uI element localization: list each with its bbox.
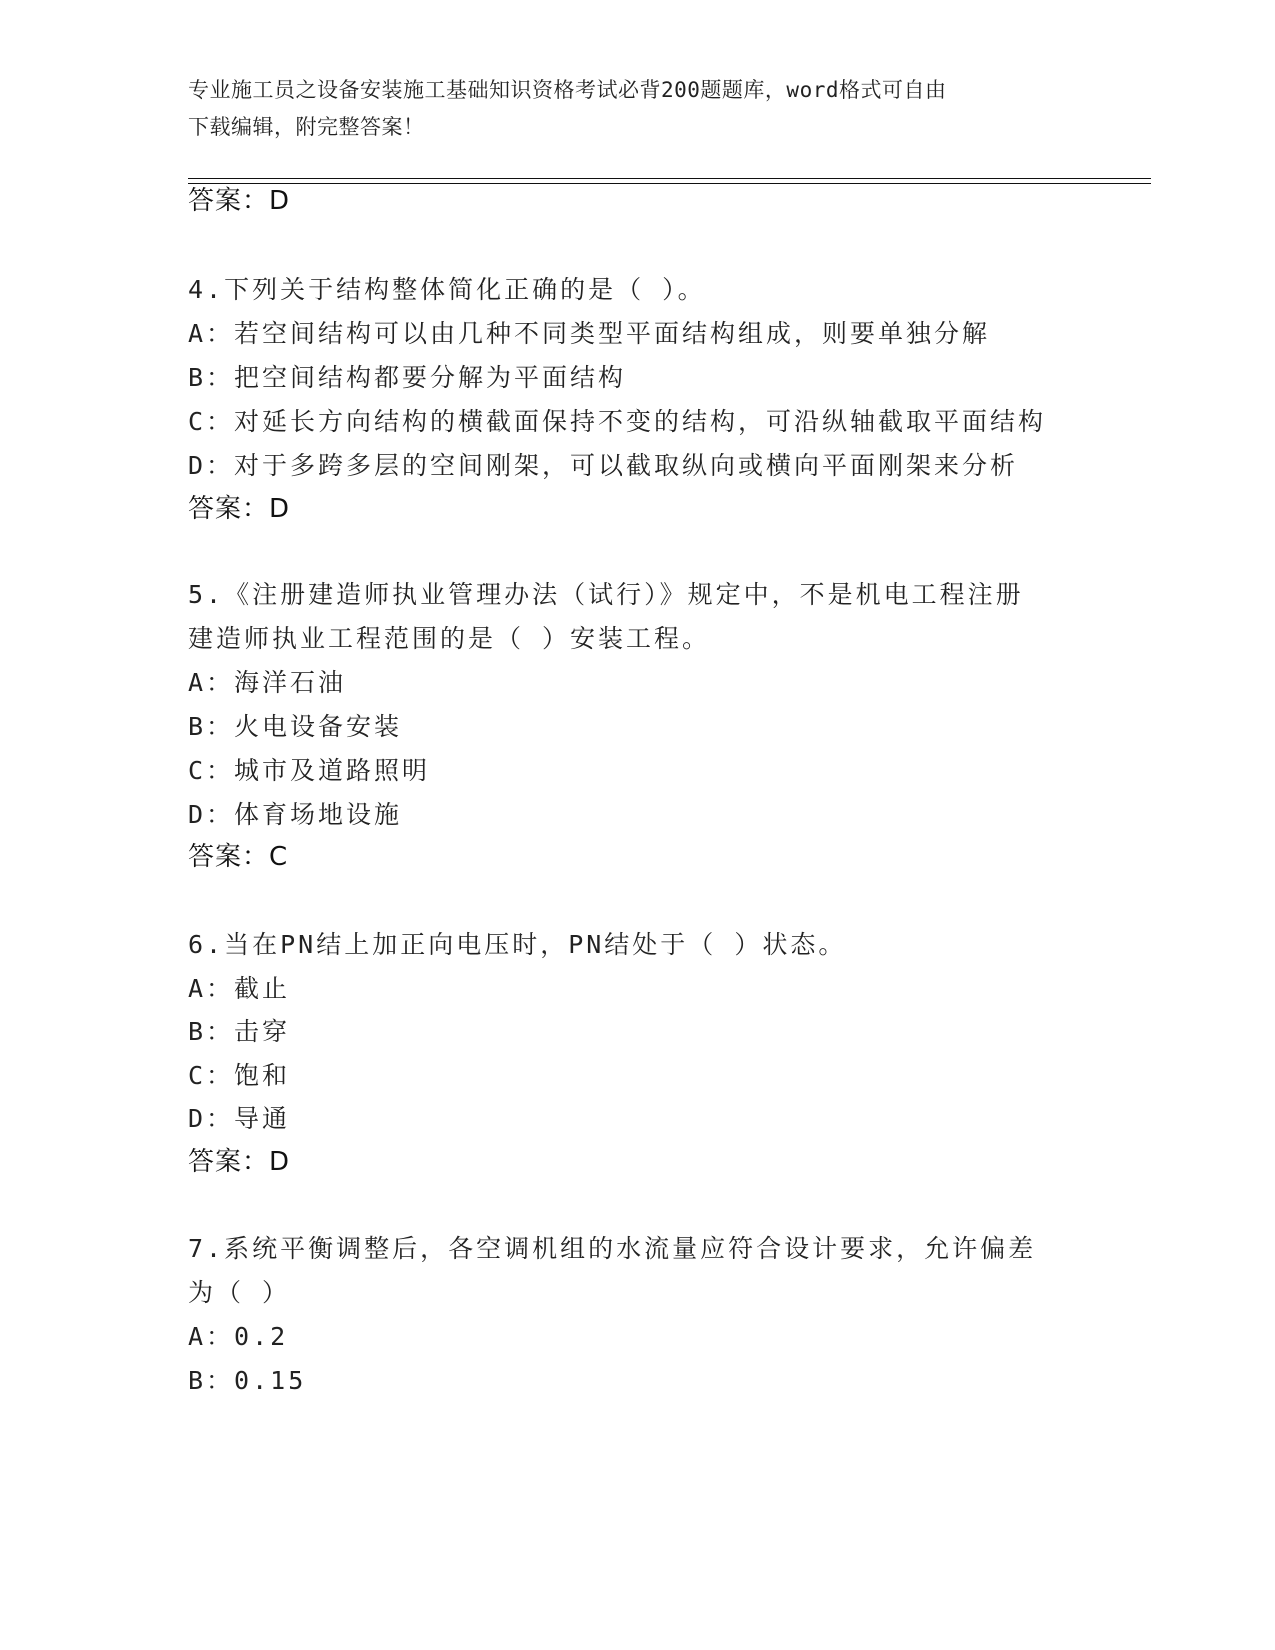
option-c: C：城市及道路照明: [188, 756, 431, 785]
question-stem-continued: 建造师执业工程范围的是（ ）安装工程。: [188, 624, 711, 653]
option-a: A：截止: [188, 974, 291, 1003]
question-stem-continued: 为（ ）: [188, 1278, 291, 1307]
option-b: B：火电设备安装: [188, 712, 403, 741]
answer-label: 答案：D: [188, 1147, 291, 1177]
question-stem: 6.当在PN结上加正向电压时，PN结处于（ ）状态。: [188, 930, 847, 959]
question-stem: 5.《注册建造师执业管理办法（试行）》规定中，不是机电工程注册: [188, 580, 1024, 609]
option-d: D：体育场地设施: [188, 800, 403, 829]
option-c: C：饱和: [188, 1061, 291, 1090]
answer-label: 答案：D: [188, 494, 291, 524]
option-d: D：对于多跨多层的空间刚架，可以截取纵向或横向平面刚架来分析: [188, 451, 1019, 480]
header-line-1: 专业施工员之设备安装施工基础知识资格考试必背200题题库，word格式可自由: [188, 78, 947, 102]
header-line-2: 下载编辑，附完整答案！: [188, 115, 425, 139]
option-d: D：导通: [188, 1104, 291, 1133]
option-b: B：把空间结构都要分解为平面结构: [188, 363, 627, 392]
header-divider-top: [188, 178, 1151, 179]
question-stem: 7.系统平衡调整后，各空调机组的水流量应符合设计要求，允许偏差: [188, 1234, 1037, 1263]
question-stem: 4.下列关于结构整体简化正确的是（ ）。: [188, 275, 706, 304]
option-a: A：0.2: [188, 1322, 289, 1351]
option-a: A：海洋石油: [188, 668, 347, 697]
option-b: B：击穿: [188, 1017, 291, 1046]
header-divider-bottom: [188, 183, 1151, 184]
document-header: [188, 72, 1088, 146]
option-a: A：若空间结构可以由几种不同类型平面结构组成，则要单独分解: [188, 319, 991, 348]
previous-answer: 答案：D: [188, 186, 291, 216]
option-c: C：对延长方向结构的横截面保持不变的结构，可沿纵轴截取平面结构: [188, 407, 1047, 436]
answer-label: 答案：C: [188, 842, 289, 872]
option-b: B：0.15: [188, 1366, 307, 1395]
